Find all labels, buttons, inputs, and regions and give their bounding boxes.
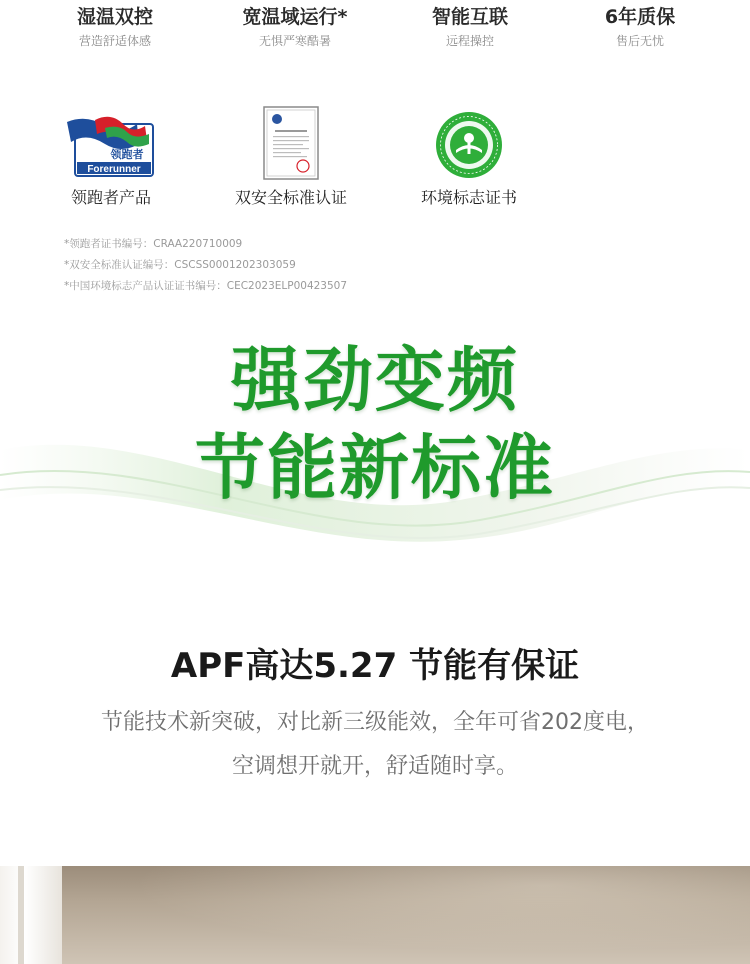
forerunner-en-text: Forerunner (87, 164, 141, 175)
certifications-row (0, 100, 750, 220)
note-environmental: *中国环境标志产品认证证书编号：CEC2023ELP00423507 (64, 280, 348, 292)
cert-label: 环境标志证书 (420, 188, 517, 207)
apf-title: APF高达5.27 节能有保证 (170, 646, 580, 686)
forerunner-logo (16, 100, 206, 180)
feature-title: 智能互联 (431, 6, 508, 28)
hero-headline-line1: 强劲变频 (231, 339, 519, 421)
cert-dual-safety (196, 100, 386, 210)
feature-humidity-temp (30, 4, 200, 50)
feature-subtitle: 售后无忧 (615, 34, 664, 48)
forerunner-cn-text: 领跑者 (110, 149, 144, 161)
environmental-label-icon (374, 100, 564, 180)
wall-panel (0, 866, 62, 964)
wall-trim (18, 866, 24, 964)
feature-wide-temp (210, 4, 380, 50)
feature-warranty (555, 4, 725, 50)
hero-headline-line2: 节能新标准 (195, 427, 555, 509)
note-dual-safety: *双安全标准认证编号：CSCSS0001202303059 (64, 259, 296, 271)
cert-label: 双安全标准认证 (234, 188, 347, 207)
feature-smart-connect (385, 4, 555, 50)
feature-subtitle: 营造舒适体感 (78, 34, 151, 48)
room-photo (0, 866, 750, 964)
feature-subtitle: 远程操控 (445, 34, 494, 48)
room-light (62, 866, 750, 964)
description-line1: 节能技术新突破，对比新三级能效，全年可省202度电， (101, 710, 649, 735)
cert-forerunner (16, 100, 206, 210)
description-line2: 空调想开就开，舒适随时享。 (231, 754, 518, 779)
certificate-notes (64, 234, 347, 297)
certificate-document-icon (196, 100, 386, 180)
cert-label: 领跑者产品 (70, 188, 151, 207)
feature-title: 湿温双控 (76, 6, 153, 28)
hero-banner (0, 300, 750, 600)
note-forerunner: *领跑者证书编号：CRAA220710009 (64, 238, 243, 250)
feature-subtitle: 无惧严寒酷暑 (258, 34, 331, 48)
cert-environmental (374, 100, 564, 210)
feature-title: 6年质保 (604, 6, 676, 28)
features-row (0, 0, 750, 60)
feature-title: 宽温域运行* (242, 6, 348, 28)
